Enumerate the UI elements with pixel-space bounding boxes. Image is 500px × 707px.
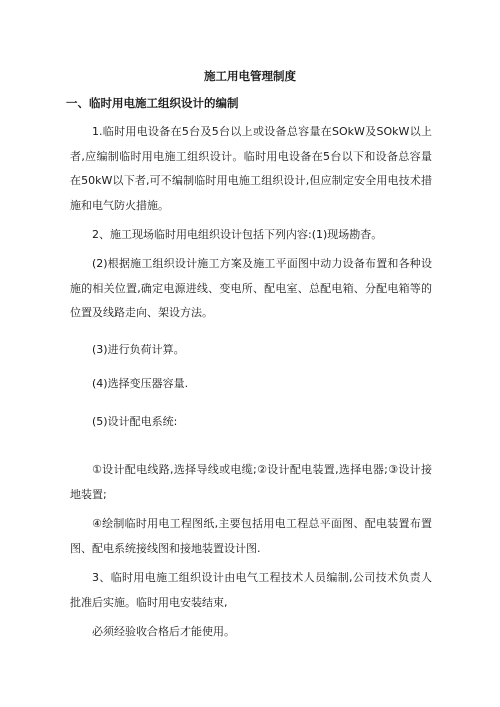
paragraph-5: (4)选择变压器容量. [92,377,189,390]
paragraph-9: 3、临时用电施工组织设计由电气工程技术人员编制,公司技术负责人批准后实施。临时用电安装结束, [70,571,432,609]
paragraph-2: 2、施工现场临时用电组织设计包括下列内容:(1)现场勘杳。 [92,228,383,241]
paragraph-6: (5)设计配电系统: [92,415,178,428]
paragraph-1: 1.临时用电设备在5台及5台以上或设备总容量在SOkW及SOkW以上者,应编制临时用电施工组织设计。临时用电设备在5台以下和设备总容量在50kW以下者,可不编制临时用电施工组织设计,但应制定安全用电技术措施和电气防火措施。 [70,125,432,212]
paragraph-4: (3)进行负荷计算。 [92,343,185,356]
paragraph-10: 必须经验收合格后才能使用。 [92,625,235,638]
document-title: 施工用电管理制度 [204,69,296,83]
paragraph-7: ①设计配电线路,选择导线或电缆;②设计配电装置,选择电器;③设计接地装置; [70,463,432,501]
paragraph-8: ④绘制临时用电工程图纸,主要包括用电工程总平面图、配电装置布置图、配电系统接线图和接地装置设计图. [70,517,432,555]
section-heading: 一、临时用电施工组织设计的编制 [66,96,239,110]
paragraph-3: (2)根据施工组织设计施工方案及施工平面图中动力设备布置和各种设施的相关位置,确定电源进线、变电所、配电室、总配电箱、分配电箱等的位置及线路走向、架设方法。 [70,257,432,319]
